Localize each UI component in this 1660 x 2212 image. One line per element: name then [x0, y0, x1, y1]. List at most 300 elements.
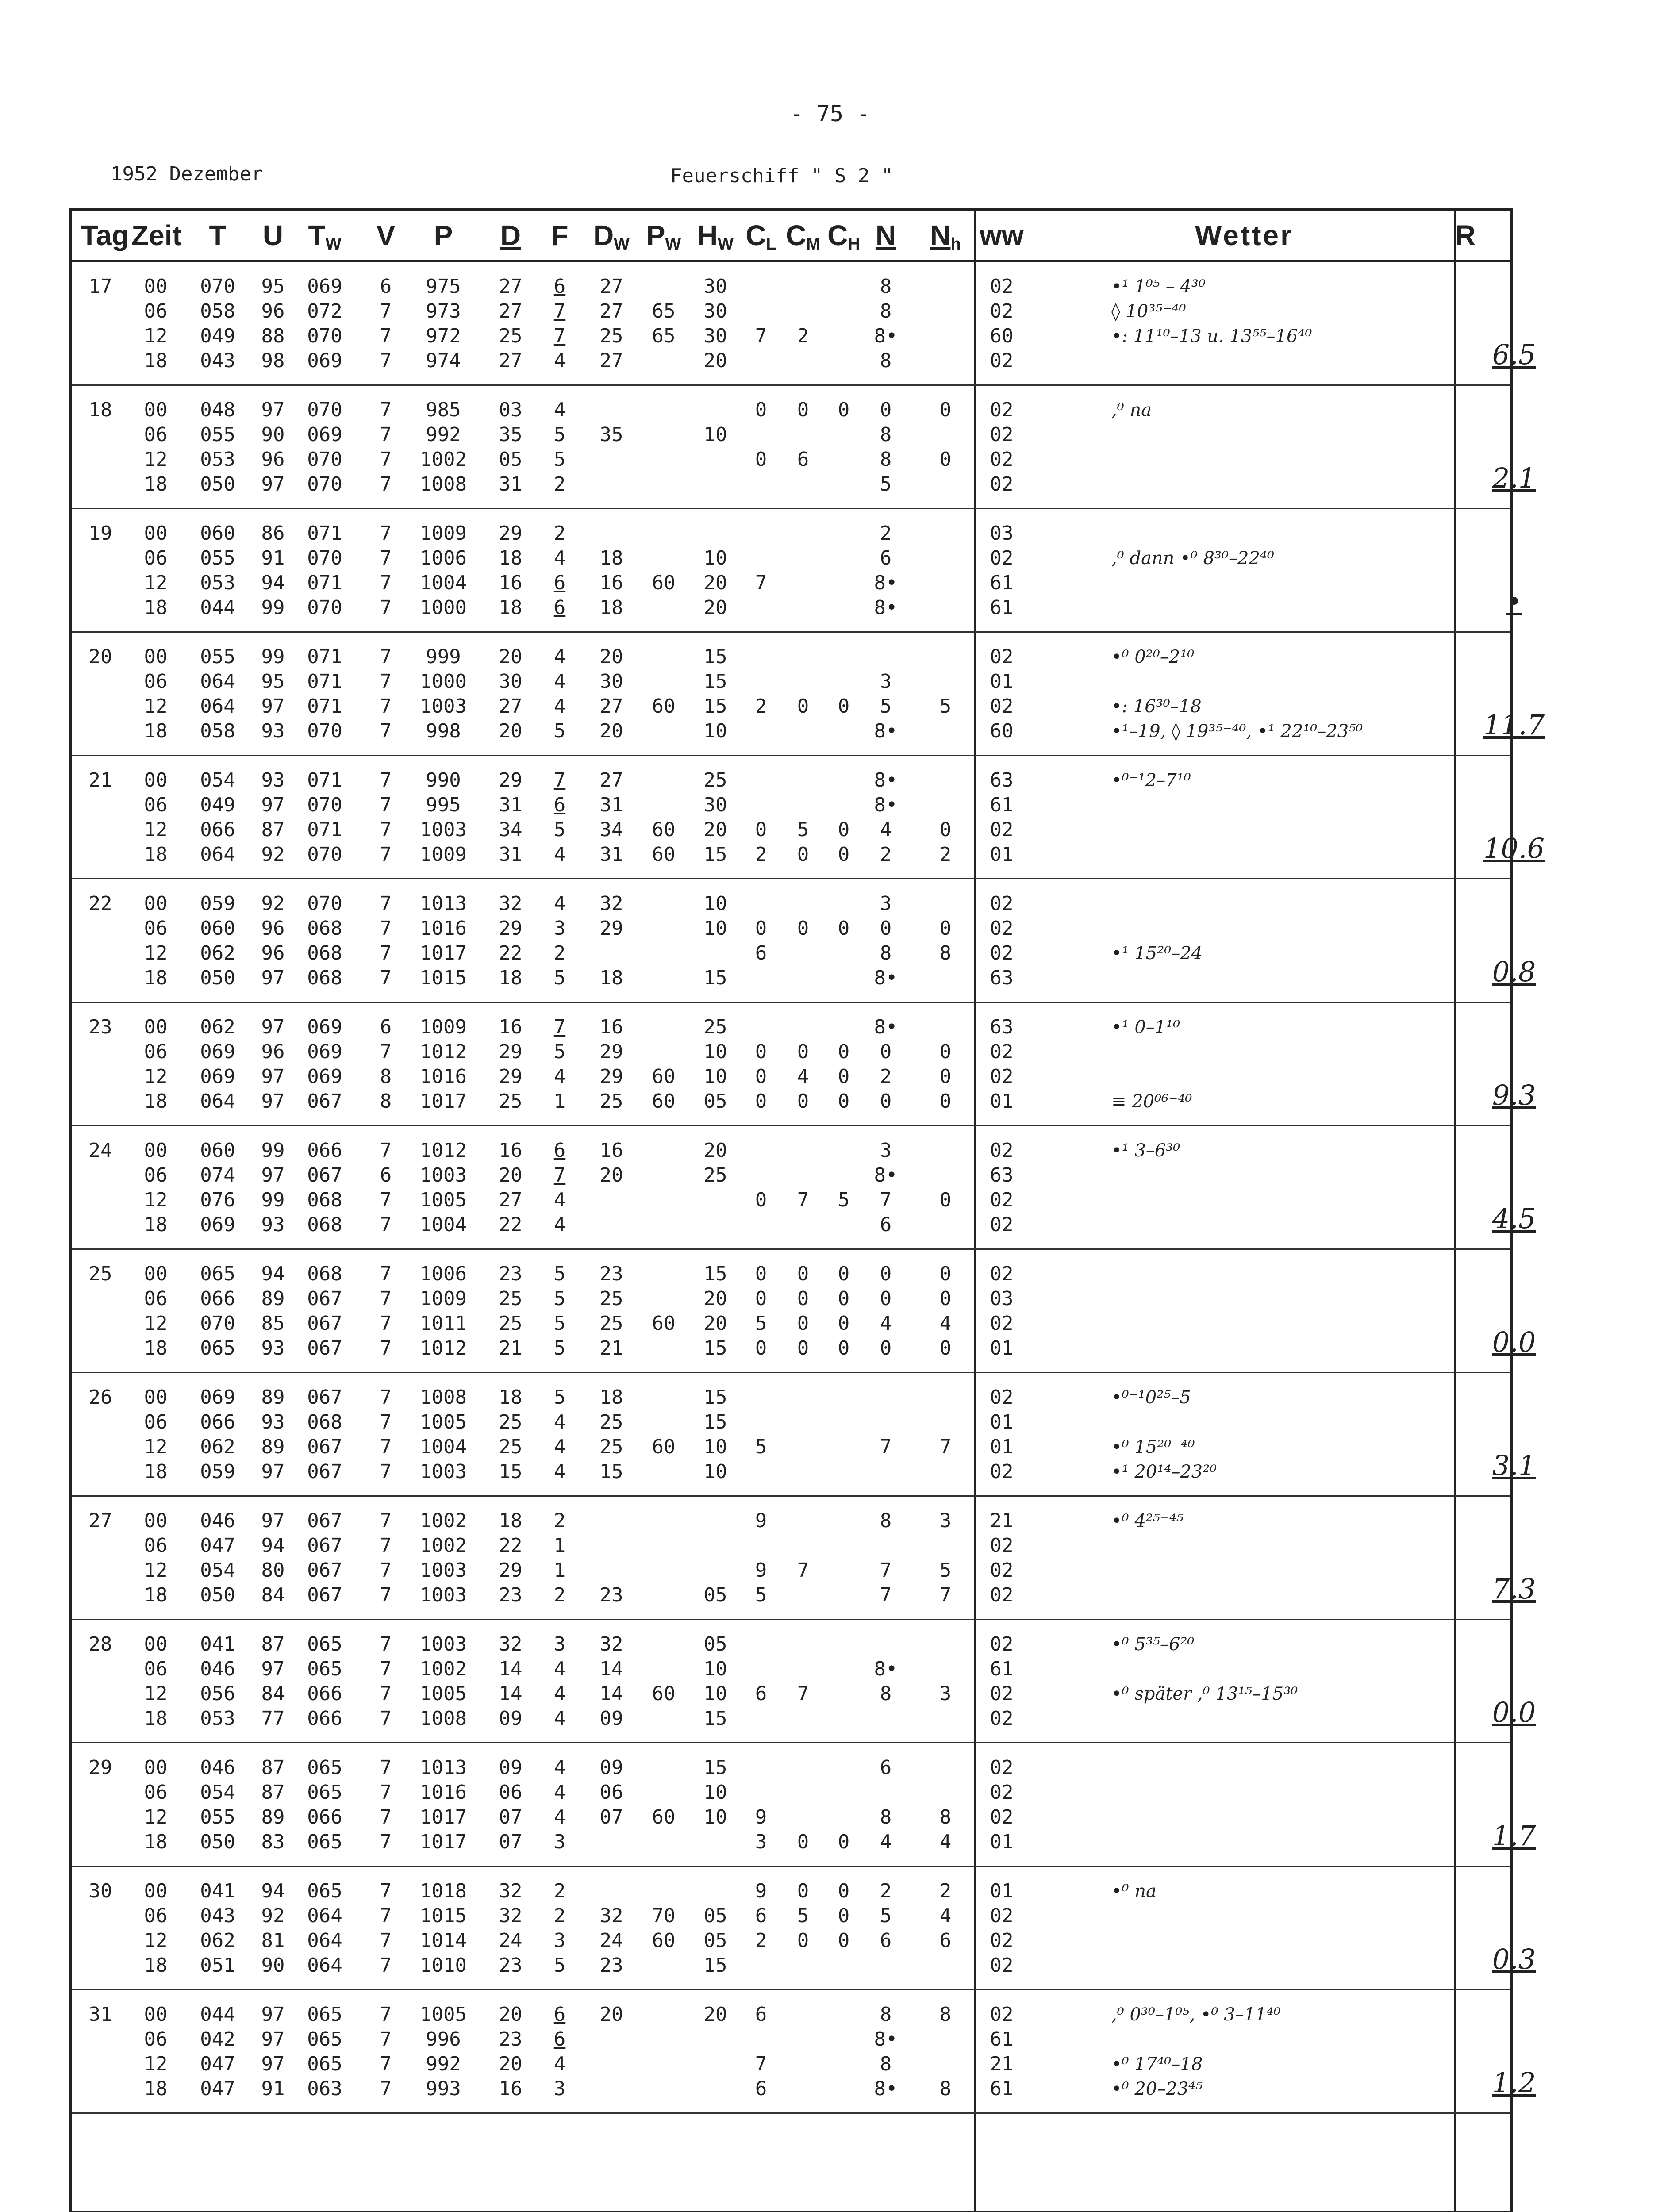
- cell-hw: 10: [703, 547, 727, 569]
- cell-u: 96: [261, 942, 285, 964]
- cell-p: 1002: [420, 1534, 467, 1557]
- cell-n: 5: [880, 695, 892, 718]
- cell-u: 89: [261, 1806, 285, 1828]
- cell-pw: [642, 916, 686, 941]
- cell-p: 1010: [420, 1954, 467, 1977]
- cell-ww: 02: [990, 349, 1014, 372]
- cell-ch: 0: [838, 1312, 850, 1335]
- cell-n: 8•: [874, 769, 898, 791]
- cell-cl: [741, 719, 781, 744]
- cell-v: 7: [380, 1954, 392, 1977]
- cell-d: 23: [499, 1263, 523, 1285]
- cell-pw: [642, 1879, 686, 1904]
- cell-ch: 0: [838, 1287, 850, 1310]
- cell-dw: 23: [599, 1584, 623, 1606]
- cell-pw: 60: [652, 1436, 676, 1458]
- cell-nh: [926, 1657, 965, 1682]
- cell-pw: [642, 2052, 686, 2077]
- cell-n: 7: [880, 1584, 892, 1606]
- cell-u: 88: [261, 325, 285, 347]
- cell-tw: 068: [307, 1411, 342, 1433]
- cell-n: 3: [880, 892, 892, 915]
- cell-zeit: 06: [144, 1905, 168, 1927]
- cell-ww: 01: [990, 1090, 1014, 1113]
- cell-dw: 07: [599, 1806, 623, 1828]
- cell-ww: 02: [990, 1139, 1014, 1162]
- cell-ww: 02: [990, 275, 1014, 298]
- cell-dw: [587, 1533, 636, 1558]
- cell-pw: [642, 1015, 686, 1040]
- cell-ch: [824, 941, 864, 966]
- cell-p: 1009: [420, 843, 467, 866]
- cell-zeit: 18: [144, 1584, 168, 1606]
- cell-cm: [783, 1706, 823, 1731]
- cell-cl: 6: [755, 942, 767, 964]
- cell-d: 27: [499, 1189, 523, 1211]
- cell-nh: 6: [939, 1929, 952, 1952]
- cell-u: 94: [261, 1880, 285, 1902]
- cell-zeit: 06: [144, 2028, 168, 2051]
- cell-t: 060: [200, 1139, 235, 1162]
- cell-v: 7: [380, 1534, 392, 1557]
- cell-v: 7: [380, 1831, 392, 1853]
- cell-d: 27: [499, 349, 523, 372]
- cell-v: 7: [380, 1312, 392, 1335]
- cell-ch: [824, 546, 864, 571]
- cell-u: 92: [261, 1905, 285, 1927]
- cell-ch: [824, 2052, 864, 2077]
- cell-f: 4: [553, 1189, 566, 1211]
- cell-dw: 15: [599, 1460, 623, 1483]
- cell-v: 7: [380, 917, 392, 940]
- cell-zeit: 06: [144, 670, 168, 693]
- cell-p: 1003: [420, 695, 467, 718]
- cell-p: 998: [426, 720, 461, 742]
- cell-n: 8: [880, 2053, 892, 2075]
- cell-zeit: 12: [144, 325, 168, 347]
- cell-t: 058: [200, 300, 235, 323]
- cell-p: 974: [426, 349, 461, 372]
- day-divider: [72, 1866, 1510, 1867]
- cell-hw: [691, 521, 740, 546]
- cell-p: 1013: [420, 1756, 467, 1779]
- cell-p: 1008: [420, 1386, 467, 1409]
- cell-d: 31: [499, 843, 523, 866]
- cell-u: 97: [261, 967, 285, 989]
- cell-cl: [741, 1533, 781, 1558]
- cell-p: 1017: [420, 1090, 467, 1113]
- cell-u: 94: [261, 572, 285, 594]
- cell-n: 7: [880, 1436, 892, 1458]
- cell-ch: [824, 2077, 864, 2101]
- cell-cl: [741, 1706, 781, 1731]
- cell-d: 25: [499, 1411, 523, 1433]
- cell-n: 0: [880, 917, 892, 940]
- cell-d: 18: [499, 596, 523, 619]
- cell-cl: [741, 1953, 781, 1978]
- cell-v: 7: [380, 1139, 392, 1162]
- cell-u: 89: [261, 1386, 285, 1409]
- cell-dw: [587, 2052, 636, 2077]
- cell-v: 7: [380, 1411, 392, 1433]
- cell-hw: 15: [703, 670, 727, 693]
- cell-n: [866, 1953, 906, 1978]
- cell-d: 23: [499, 1954, 523, 1977]
- cell-ww: 02: [990, 1682, 1014, 1705]
- cell-d: 27: [499, 275, 523, 298]
- cell-t: 043: [200, 1905, 235, 1927]
- cell-pw: 60: [652, 1312, 676, 1335]
- weather-note: ◊ 10³⁵⁻⁴⁰: [1111, 301, 1186, 322]
- cell-dw: 20: [599, 2003, 623, 2026]
- cell-d: 03: [499, 399, 523, 421]
- cell-t: 064: [200, 843, 235, 866]
- cell-ch: [824, 1953, 864, 1978]
- cell-t: 069: [200, 1065, 235, 1088]
- cell-u: 97: [261, 1460, 285, 1483]
- cell-ch: [824, 1533, 864, 1558]
- cell-t: 048: [200, 399, 235, 421]
- cell-cm: [783, 1385, 823, 1410]
- cell-p: 1011: [420, 1312, 467, 1335]
- cell-tw: 065: [307, 2053, 342, 2075]
- cell-p: 1012: [420, 1337, 467, 1359]
- cell-t: 053: [200, 1707, 235, 1730]
- cell-f: 4: [553, 1781, 566, 1804]
- cell-zeit: 06: [144, 423, 168, 446]
- cell-ww: 60: [990, 325, 1014, 347]
- cell-cm: [783, 1755, 823, 1780]
- cell-zeit: 12: [144, 448, 168, 471]
- cell-u: 83: [261, 1831, 285, 1853]
- cell-n: 8•: [874, 2078, 898, 2100]
- cell-d: 22: [499, 1534, 523, 1557]
- cell-zeit: 12: [144, 1189, 168, 1211]
- cell-cm: 0: [797, 1090, 809, 1113]
- cell-u: 90: [261, 1954, 285, 1977]
- cell-pw: [642, 2027, 686, 2052]
- cell-zeit: 12: [144, 1312, 168, 1335]
- cell-pw: [642, 2002, 686, 2027]
- cell-ww: 02: [990, 1214, 1014, 1236]
- cell-pw: [642, 1953, 686, 1978]
- cell-d: 20: [499, 2003, 523, 2026]
- cell-dw: 14: [599, 1682, 623, 1705]
- cell-d: 14: [499, 1658, 523, 1680]
- cell-d: 21: [499, 1337, 523, 1359]
- cell-nh: 0: [939, 1041, 952, 1063]
- cell-ch: [824, 1410, 864, 1435]
- cell-ch: [824, 2002, 864, 2027]
- cell-hw: 05: [703, 1633, 727, 1655]
- cell-v: 8: [380, 1065, 392, 1088]
- cell-dw: 27: [599, 695, 623, 718]
- cell-dw: 16: [599, 1139, 623, 1162]
- cell-d: 16: [499, 572, 523, 594]
- cell-cl: 0: [755, 399, 767, 421]
- cell-ww: 02: [990, 1905, 1014, 1927]
- cell-tw: 068: [307, 1189, 342, 1211]
- cell-u: 94: [261, 1534, 285, 1557]
- cell-cl: 2: [755, 843, 767, 866]
- cell-u: 89: [261, 1287, 285, 1310]
- cell-v: 6: [380, 1164, 392, 1187]
- cell-hw: 10: [703, 1781, 727, 1804]
- cell-tw: 065: [307, 1880, 342, 1902]
- cell-f: 2: [553, 473, 566, 495]
- cell-f: 5: [553, 1312, 566, 1335]
- cell-d: 29: [499, 769, 523, 791]
- cell-n: [866, 1632, 906, 1657]
- cell-f: 7: [553, 1016, 566, 1038]
- cell-nh: [926, 546, 965, 571]
- cell-hw: 10: [703, 917, 727, 940]
- cell-t: 046: [200, 1658, 235, 1680]
- cell-cl: [741, 645, 781, 669]
- cell-ch: [824, 1558, 864, 1583]
- cell-d: 09: [499, 1756, 523, 1779]
- cell-dw: [587, 447, 636, 472]
- cell-f: 5: [553, 720, 566, 742]
- cell-v: 7: [380, 1905, 392, 1927]
- cell-cl: 5: [755, 1312, 767, 1335]
- cell-zeit: 00: [144, 522, 168, 545]
- cell-t: 041: [200, 1880, 235, 1902]
- cell-t: 066: [200, 818, 235, 841]
- day-number: 27: [88, 1509, 112, 1532]
- cell-hw: 05: [703, 1905, 727, 1927]
- cell-p: 999: [426, 645, 461, 668]
- cell-ch: 0: [838, 1065, 850, 1088]
- day-divider: [72, 384, 1510, 386]
- cell-zeit: 12: [144, 1065, 168, 1088]
- cell-hw: 15: [703, 1411, 727, 1433]
- header-dw: $D_W$: [593, 219, 630, 253]
- cell-ww: 01: [990, 670, 1014, 693]
- cell-hw: 20: [703, 596, 727, 619]
- cell-ch: [824, 595, 864, 620]
- cell-v: 7: [380, 399, 392, 421]
- cell-d: 27: [499, 695, 523, 718]
- cell-n: 2: [880, 522, 892, 545]
- cell-t: 065: [200, 1263, 235, 1285]
- cell-v: 8: [380, 1090, 392, 1113]
- cell-pw: 60: [652, 818, 676, 841]
- cell-t: 047: [200, 2053, 235, 2075]
- cell-hw: 30: [703, 300, 727, 323]
- cell-nh: [926, 1755, 965, 1780]
- cell-zeit: 00: [144, 1509, 168, 1532]
- cell-dw: 31: [599, 843, 623, 866]
- cell-zeit: 00: [144, 1633, 168, 1655]
- cell-nh: 4: [939, 1831, 952, 1853]
- weather-note: •⁰ na: [1111, 1881, 1157, 1901]
- cell-ch: [824, 891, 864, 916]
- cell-d: 09: [499, 1707, 523, 1730]
- cell-tw: 066: [307, 1806, 342, 1828]
- cell-t: 055: [200, 1806, 235, 1828]
- cell-nh: 0: [939, 1090, 952, 1113]
- cell-dw: 25: [599, 325, 623, 347]
- cell-pw: [642, 1410, 686, 1435]
- cell-ww: 02: [990, 645, 1014, 668]
- cell-d: 29: [499, 1065, 523, 1088]
- cell-tw: 069: [307, 349, 342, 372]
- cell-dw: 23: [599, 1263, 623, 1285]
- weather-note: ,⁰ na: [1111, 400, 1152, 420]
- page-number: - 75 -: [790, 101, 870, 127]
- cell-nh: [926, 768, 965, 793]
- cell-pw: [642, 1558, 686, 1583]
- cell-ch: [824, 1213, 864, 1237]
- cell-pw: [642, 1583, 686, 1608]
- cell-v: 7: [380, 1436, 392, 1458]
- cell-ch: [824, 1780, 864, 1805]
- cell-cm: [783, 645, 823, 669]
- cell-f: 4: [553, 1436, 566, 1458]
- cell-cm: 4: [797, 1065, 809, 1088]
- rain-total: 0.3: [1492, 1943, 1536, 1975]
- cell-cm: [783, 595, 823, 620]
- cell-ch: 0: [838, 1090, 850, 1113]
- cell-n: 2: [880, 1065, 892, 1088]
- cell-hw: [691, 1213, 740, 1237]
- cell-zeit: 18: [144, 1214, 168, 1236]
- header-t: T: [209, 219, 227, 251]
- cell-f: 4: [553, 1682, 566, 1705]
- cell-cl: [741, 1213, 781, 1237]
- cell-tw: 068: [307, 1214, 342, 1236]
- cell-cm: 0: [797, 1831, 809, 1853]
- day-number: 18: [88, 399, 112, 421]
- cell-u: 97: [261, 1016, 285, 1038]
- rain-total: 0.0: [1492, 1326, 1536, 1358]
- cell-tw: 067: [307, 1509, 342, 1532]
- cell-n: 2: [880, 843, 892, 866]
- day-number: 26: [88, 1386, 112, 1409]
- cell-zeit: 18: [144, 596, 168, 619]
- cell-ww: 02: [990, 1584, 1014, 1606]
- cell-d: 18: [499, 1509, 523, 1532]
- cell-v: 6: [380, 275, 392, 298]
- day-number: 31: [88, 2003, 112, 2026]
- cell-tw: 068: [307, 1263, 342, 1285]
- day-divider: [72, 1619, 1510, 1620]
- cell-nh: [926, 595, 965, 620]
- cell-d: 35: [499, 423, 523, 446]
- cell-ww: 02: [990, 399, 1014, 421]
- cell-d: 25: [499, 325, 523, 347]
- cell-dw: 21: [599, 1337, 623, 1359]
- cell-ww: 02: [990, 547, 1014, 569]
- cell-dw: 20: [599, 645, 623, 668]
- cell-n: 8: [880, 423, 892, 446]
- cell-cm: 0: [797, 1263, 809, 1285]
- cell-dw: [587, 521, 636, 546]
- cell-hw: [691, 1188, 740, 1213]
- cell-zeit: 18: [144, 473, 168, 495]
- cell-nh: 4: [939, 1905, 952, 1927]
- cell-hw: 20: [703, 1287, 727, 1310]
- cell-p: 1002: [420, 1509, 467, 1532]
- cell-cm: [783, 521, 823, 546]
- cell-p: 1003: [420, 818, 467, 841]
- cell-f: 3: [553, 2078, 566, 2100]
- cell-zeit: 06: [144, 547, 168, 569]
- weather-note: •¹ 0–1¹⁰: [1111, 1017, 1180, 1037]
- cell-u: 85: [261, 1312, 285, 1335]
- cell-zeit: 12: [144, 1929, 168, 1952]
- cell-tw: 068: [307, 942, 342, 964]
- cell-n: [866, 1459, 906, 1484]
- cell-t: 055: [200, 547, 235, 569]
- day-number: 29: [88, 1756, 112, 1779]
- cell-p: 972: [426, 325, 461, 347]
- cell-n: 5: [880, 1905, 892, 1927]
- cell-zeit: 12: [144, 2053, 168, 2075]
- cell-u: 98: [261, 349, 285, 372]
- cell-v: 7: [380, 670, 392, 693]
- cell-zeit: 18: [144, 2078, 168, 2100]
- cell-cl: [741, 1459, 781, 1484]
- cell-n: [866, 1780, 906, 1805]
- cell-u: 87: [261, 1781, 285, 1804]
- cell-nh: [926, 1632, 965, 1657]
- cell-t: 050: [200, 967, 235, 989]
- day-divider: [72, 631, 1510, 633]
- cell-ww: 63: [990, 1164, 1014, 1187]
- cell-hw: 10: [703, 892, 727, 915]
- cell-hw: [691, 2027, 740, 2052]
- cell-pw: [642, 1262, 686, 1286]
- rain-total: 1.2: [1492, 2066, 1536, 2099]
- cell-t: 076: [200, 1189, 235, 1211]
- header-u: U: [262, 219, 284, 251]
- header-pw: $P_W$: [646, 219, 681, 253]
- cell-ch: [824, 1805, 864, 1830]
- cell-zeit: 00: [144, 2003, 168, 2026]
- rain-total: 3.1: [1492, 1449, 1536, 1482]
- cell-ch: [824, 521, 864, 546]
- cell-n: 8: [880, 448, 892, 471]
- cell-u: 97: [261, 1509, 285, 1532]
- cell-f: 4: [553, 1756, 566, 1779]
- rain-total: 11.7: [1483, 709, 1545, 741]
- cell-n: 0: [880, 399, 892, 421]
- cell-zeit: 00: [144, 1880, 168, 1902]
- cell-p: 973: [426, 300, 461, 323]
- cell-n: 8•: [874, 720, 898, 742]
- cell-v: 7: [380, 522, 392, 545]
- cell-nh: 0: [939, 1263, 952, 1285]
- cell-v: 7: [380, 1509, 392, 1532]
- cell-f: 5: [553, 1263, 566, 1285]
- cell-p: 1015: [420, 967, 467, 989]
- cell-f: 2: [553, 942, 566, 964]
- cell-n: 8: [880, 2003, 892, 2026]
- cell-cm: 0: [797, 1312, 809, 1335]
- cell-cm: [783, 546, 823, 571]
- cell-ch: 0: [838, 1905, 850, 1927]
- cell-t: 064: [200, 695, 235, 718]
- cell-ww: 03: [990, 1287, 1014, 1310]
- cell-t: 058: [200, 720, 235, 742]
- cell-hw: 15: [703, 1756, 727, 1779]
- cell-pw: [642, 398, 686, 422]
- cell-cl: 5: [755, 1436, 767, 1458]
- cell-zeit: 06: [144, 1411, 168, 1433]
- weather-note: •⁰⁻¹0²⁵–5: [1111, 1387, 1191, 1408]
